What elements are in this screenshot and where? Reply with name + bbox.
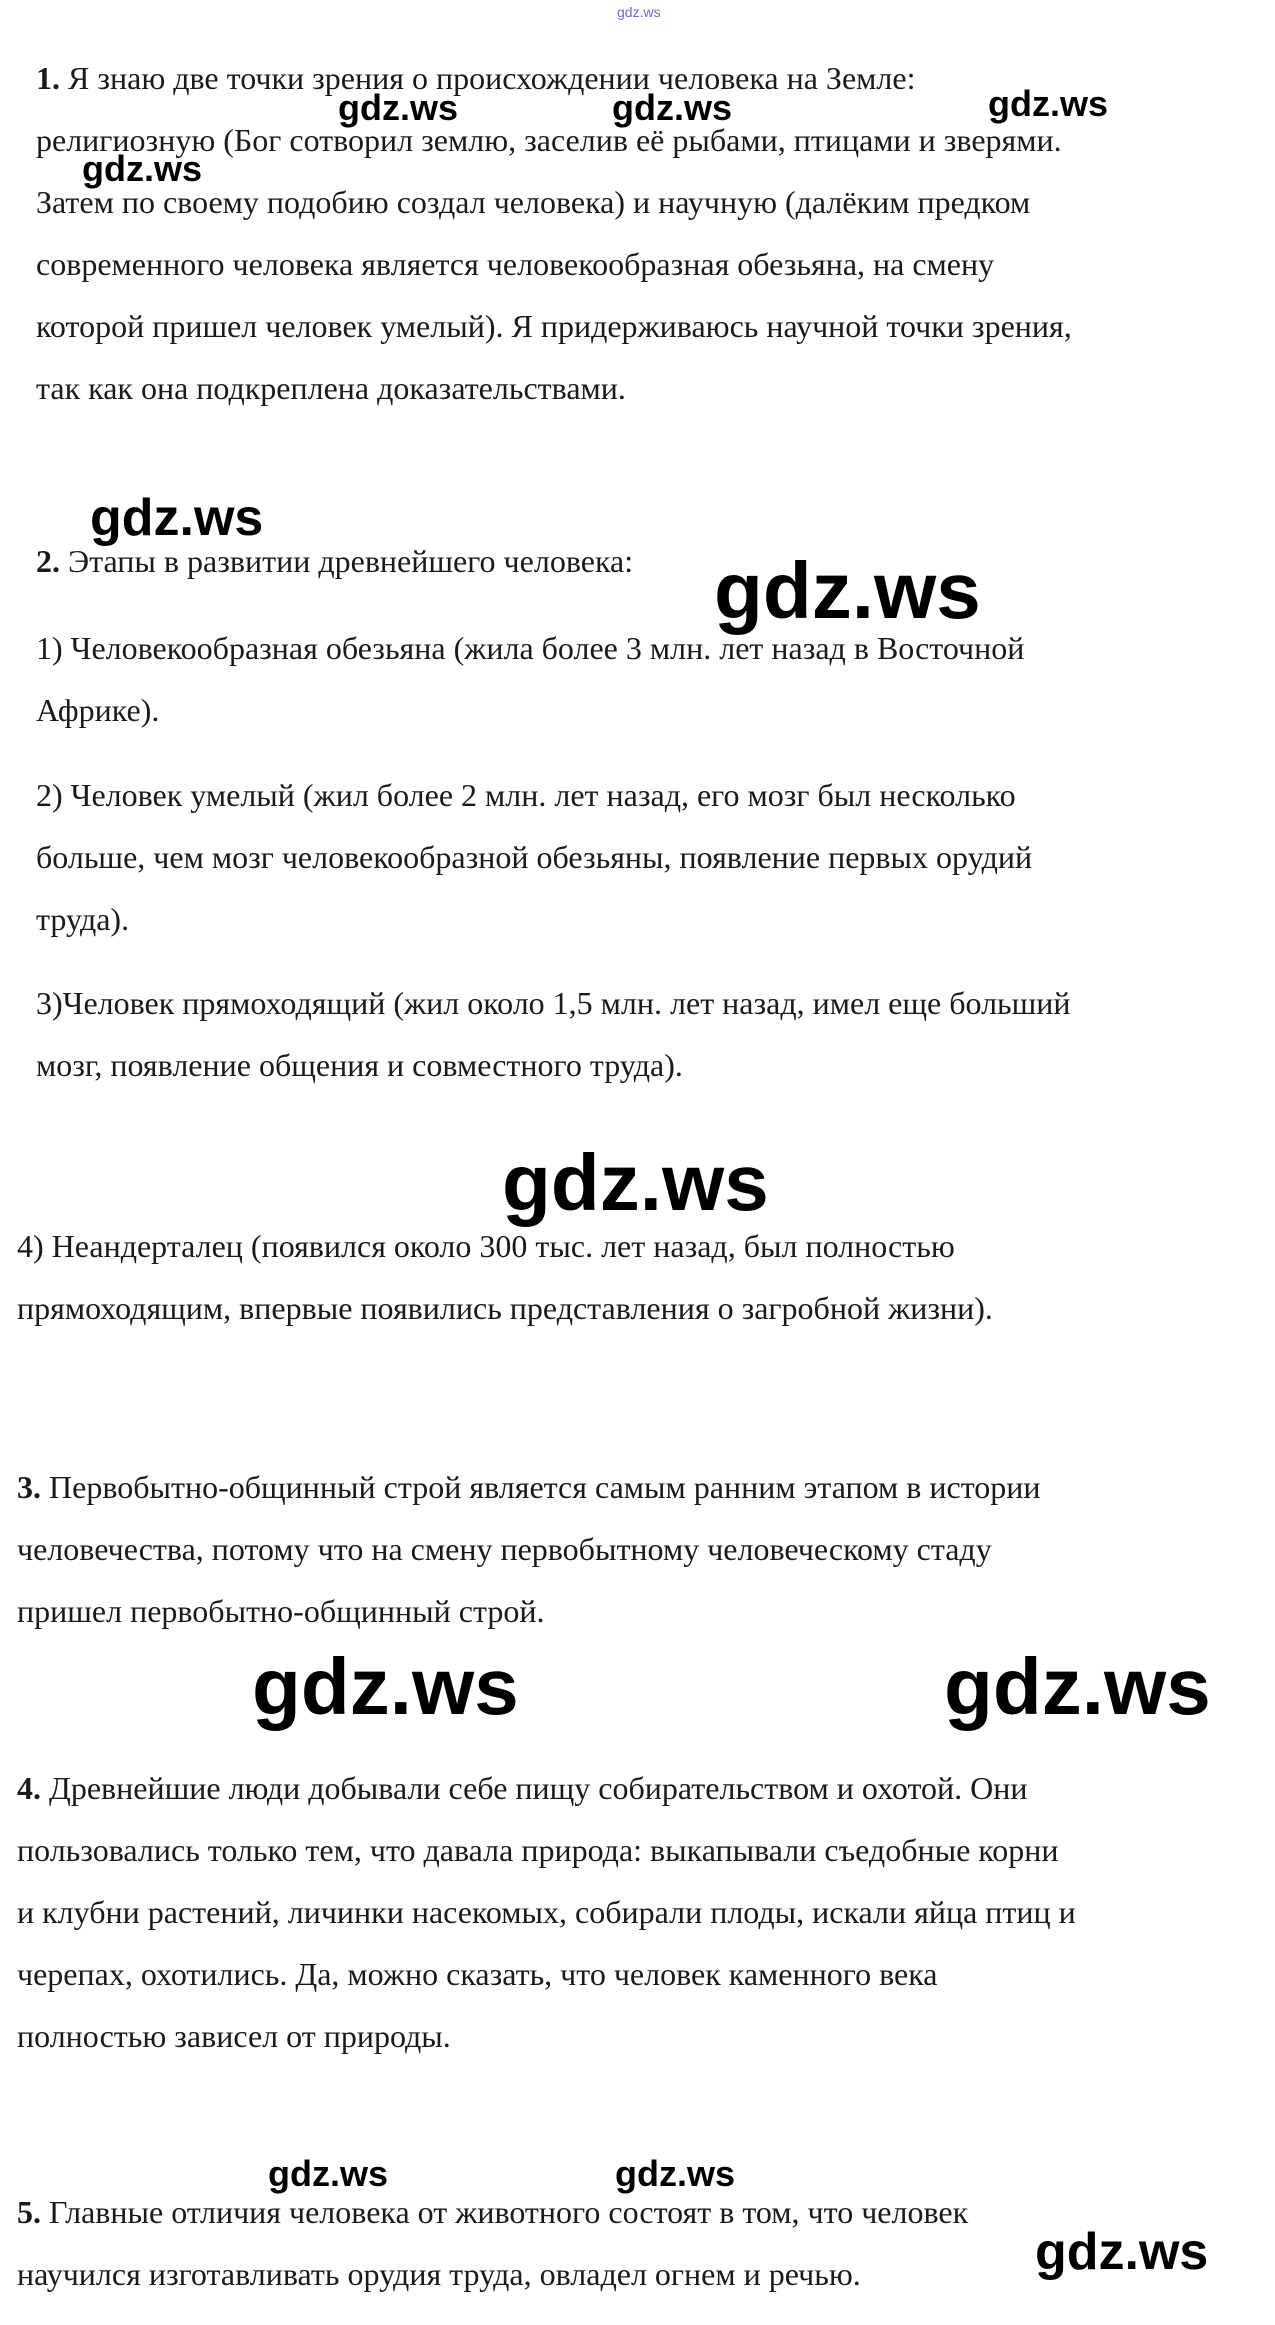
answer-line: которой пришел человек умелый). Я придерживаюсь научной точки зрения,	[36, 308, 1072, 344]
watermark: gdz.ws	[502, 1138, 769, 1227]
answer-line: черепах, охотились. Да, можно сказать, что человек каменного века	[17, 1956, 938, 1992]
stage-item-4: 4) Неандерталец (появился около 300 тыс. лет назад, был полностью прямоходящим, впервые появились представления о загробной жизни).	[17, 1228, 993, 1326]
answer-line: 5. Главные отличия человека от животного состоят в том, что человек	[17, 2194, 969, 2230]
answer-line: 2. Этапы в развитии древнейшего человека:	[36, 543, 634, 579]
watermark: gdz.ws	[612, 87, 733, 128]
watermark: gdz.ws	[988, 83, 1109, 124]
answer-line: 4. Древнейшие люди добывали себе пищу собирательством и охотой. Они	[17, 1770, 1028, 1806]
answer-1	[36, 47, 1072, 419]
answer-line: так как она подкреплена доказательствами.	[36, 370, 626, 406]
watermark: gdz.ws	[82, 148, 203, 189]
answer-line: человечества, потому что на смену первобытному человеческому стаду	[17, 1531, 992, 1567]
answer-line: 3. Первобытно-общинный строй является самым ранним этапом в истории	[17, 1469, 1041, 1505]
watermark: gdz.ws	[90, 489, 264, 547]
watermark: gdz.ws	[714, 546, 981, 635]
watermark: gdz.ws	[1035, 2223, 1209, 2281]
answer-line: научился изготавливать орудия труда, овладел огнем и речью.	[17, 2256, 861, 2292]
site-mark: gdz.ws	[617, 4, 661, 20]
answer-line: полностью зависел от природы.	[17, 2018, 451, 2054]
watermark: gdz.ws	[268, 2153, 389, 2194]
answer-number: 1.	[36, 60, 60, 96]
answer-line: современного человека является человекообразная обезьяна, на смену	[36, 246, 995, 282]
answer-line: пользовались только тем, что давала природа: выкапывали съедобные корни	[17, 1832, 1059, 1868]
answer-5	[17, 2181, 968, 2305]
stage-item-1: 1) Человекообразная обезьяна (жила более 3 млн. лет назад в Восточной Африке).	[36, 630, 1025, 728]
watermark: gdz.ws	[615, 2153, 736, 2194]
answer-line: Затем по своему подобию создал человека) и научную (далёким предком	[36, 184, 1031, 220]
stage-item-2: 2) Человек умелый (жил более 2 млн. лет назад, его мозг был несколько больше, чем мозг человекообразной обезьяны, появление первых орудий труда).	[36, 777, 1033, 937]
answer-line: религиозную (Бог сотворил землю, заселив её рыбами, птицами и зверями.	[36, 122, 1062, 158]
watermark: gdz.ws	[252, 1642, 519, 1731]
answer-number: 2.	[36, 543, 60, 579]
answer-line: и клубни растений, личинки насекомых, собирали плоды, искали яйца птиц и	[17, 1894, 1076, 1930]
answer-4	[17, 1757, 1076, 2067]
answer-line: 1. Я знаю две точки зрения о происхождении человека на Земле:	[36, 60, 916, 96]
watermark: gdz.ws	[338, 87, 459, 128]
watermark: gdz.ws	[944, 1642, 1211, 1731]
answer-3	[17, 1456, 1041, 1642]
stage-item-3: 3)Человек прямоходящий (жил около 1,5 млн. лет назад, имел еще больший мозг, появление общения и совместного труда).	[36, 985, 1071, 1083]
answer-number: 4.	[17, 1770, 41, 1806]
answer-number: 3.	[17, 1469, 41, 1505]
answer-number: 5.	[17, 2194, 41, 2230]
answer-line: пришел первобытно-общинный строй.	[17, 1593, 545, 1629]
